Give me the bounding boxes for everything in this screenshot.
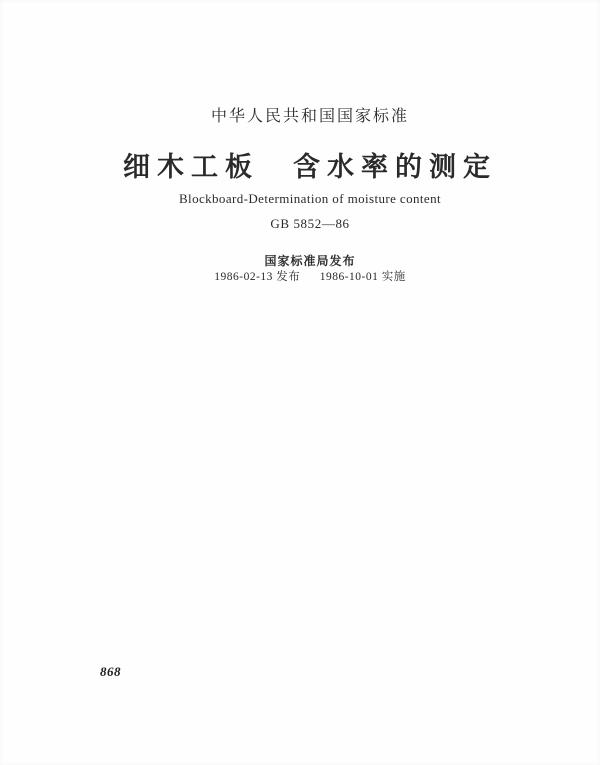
standard-number: GB 5852—86: [270, 216, 350, 231]
implementation-date: 1986-10-01 实施: [319, 271, 406, 283]
document-title-english: Blockboard-Determination of moisture content: [178, 191, 441, 206]
dates-line: [20, 268, 600, 284]
issue-date: 1986-02-13 发布: [214, 271, 301, 283]
standard-header: 中华人民共和国国家标准: [210, 108, 409, 125]
publisher-line: 国家标准局发布: [264, 254, 356, 268]
document-title: 细木工板 含水率的测定: [123, 152, 497, 182]
page-number: 868: [100, 664, 121, 679]
